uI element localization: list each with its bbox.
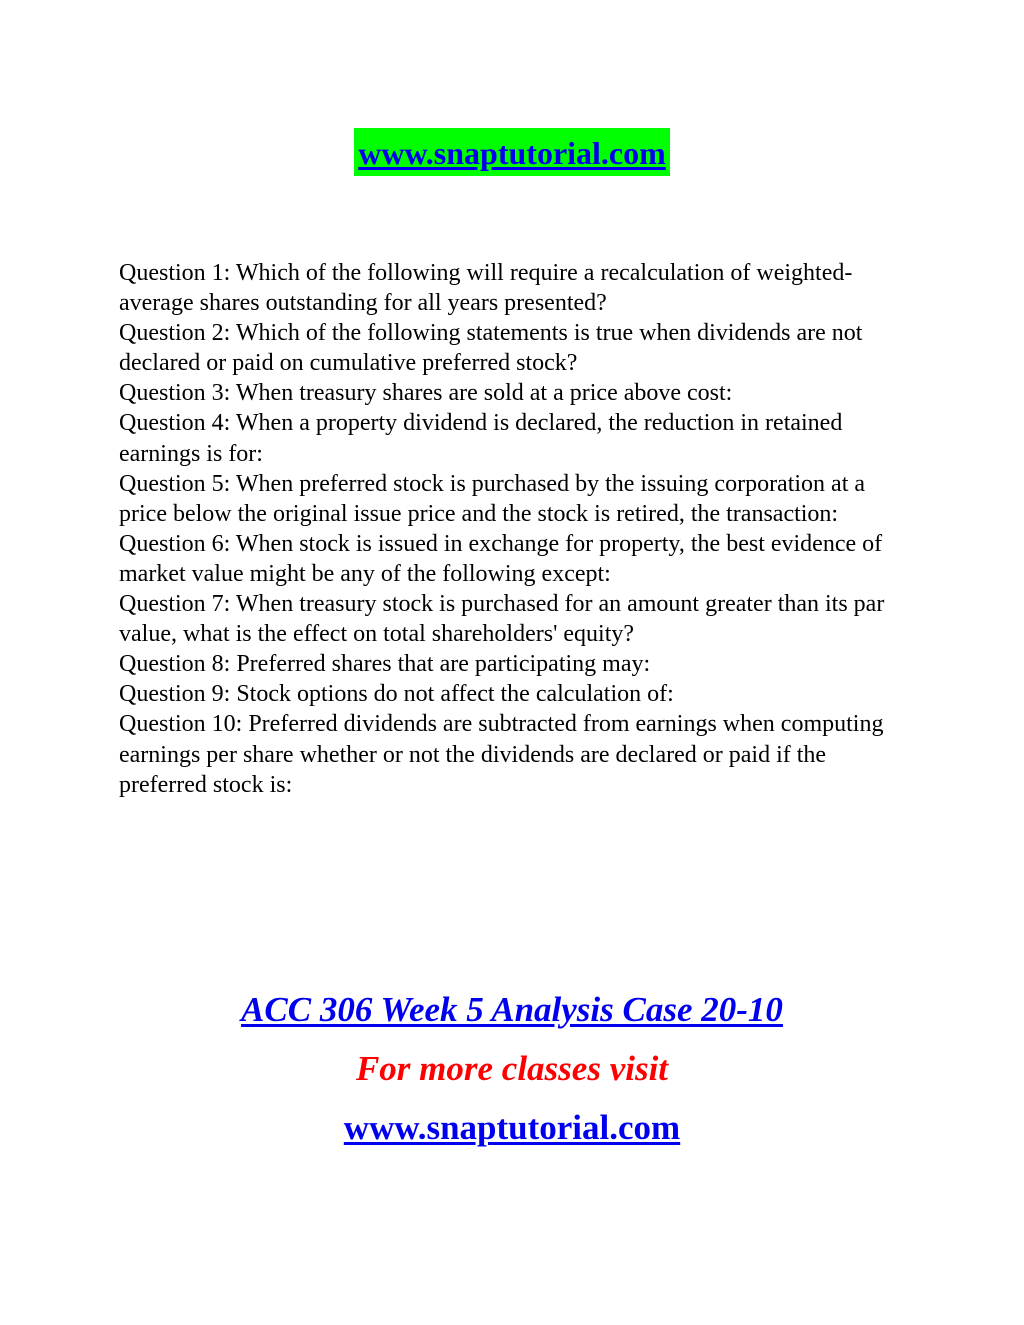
question-item: Question 4: When a property dividend is declared, the reduction in retained earnings is for: bbox=[119, 410, 843, 467]
site-link-top[interactable]: www.snaptutorial.com bbox=[354, 128, 670, 176]
question-item: Question 8: Preferred shares that are participating may: bbox=[119, 651, 651, 678]
header bbox=[0, 128, 1024, 176]
course-link[interactable]: ACC 306 Week 5 Analysis Case 20-10 bbox=[241, 990, 783, 1029]
site-link-bottom[interactable]: www.snaptutorial.com bbox=[343, 1108, 681, 1147]
question-item: Question 10: Preferred dividends are subtracted from earnings when computing earnings per share whether or not the dividends are declared or paid if the preferred stock is: bbox=[119, 711, 884, 798]
question-item: Question 1: Which of the following will require a recalculation of weighted-average shares outstanding for all years presented? bbox=[119, 260, 853, 317]
footer bbox=[0, 982, 1024, 1156]
question-item: Question 2: Which of the following statements is true when dividends are not declared or paid on cumulative preferred stock? bbox=[119, 320, 863, 377]
question-item: Question 5: When preferred stock is purchased by the issuing corporation at a price below the original issue price and the stock is retired, the transaction: bbox=[119, 470, 866, 527]
more-classes-text: For more classes visit bbox=[355, 1049, 669, 1088]
question-item: Question 3: When treasury shares are sold at a price above cost: bbox=[119, 380, 733, 407]
question-item: Question 9: Stock options do not affect the calculation of: bbox=[119, 681, 674, 708]
question-item: Question 7: When treasury stock is purchased for an amount greater than its par value, what is the effect on total shareholders' equity? bbox=[119, 591, 885, 648]
question-item: Question 6: When stock is issued in exchange for property, the best evidence of market value might be any of the following except: bbox=[119, 530, 883, 587]
question-list bbox=[119, 258, 909, 800]
